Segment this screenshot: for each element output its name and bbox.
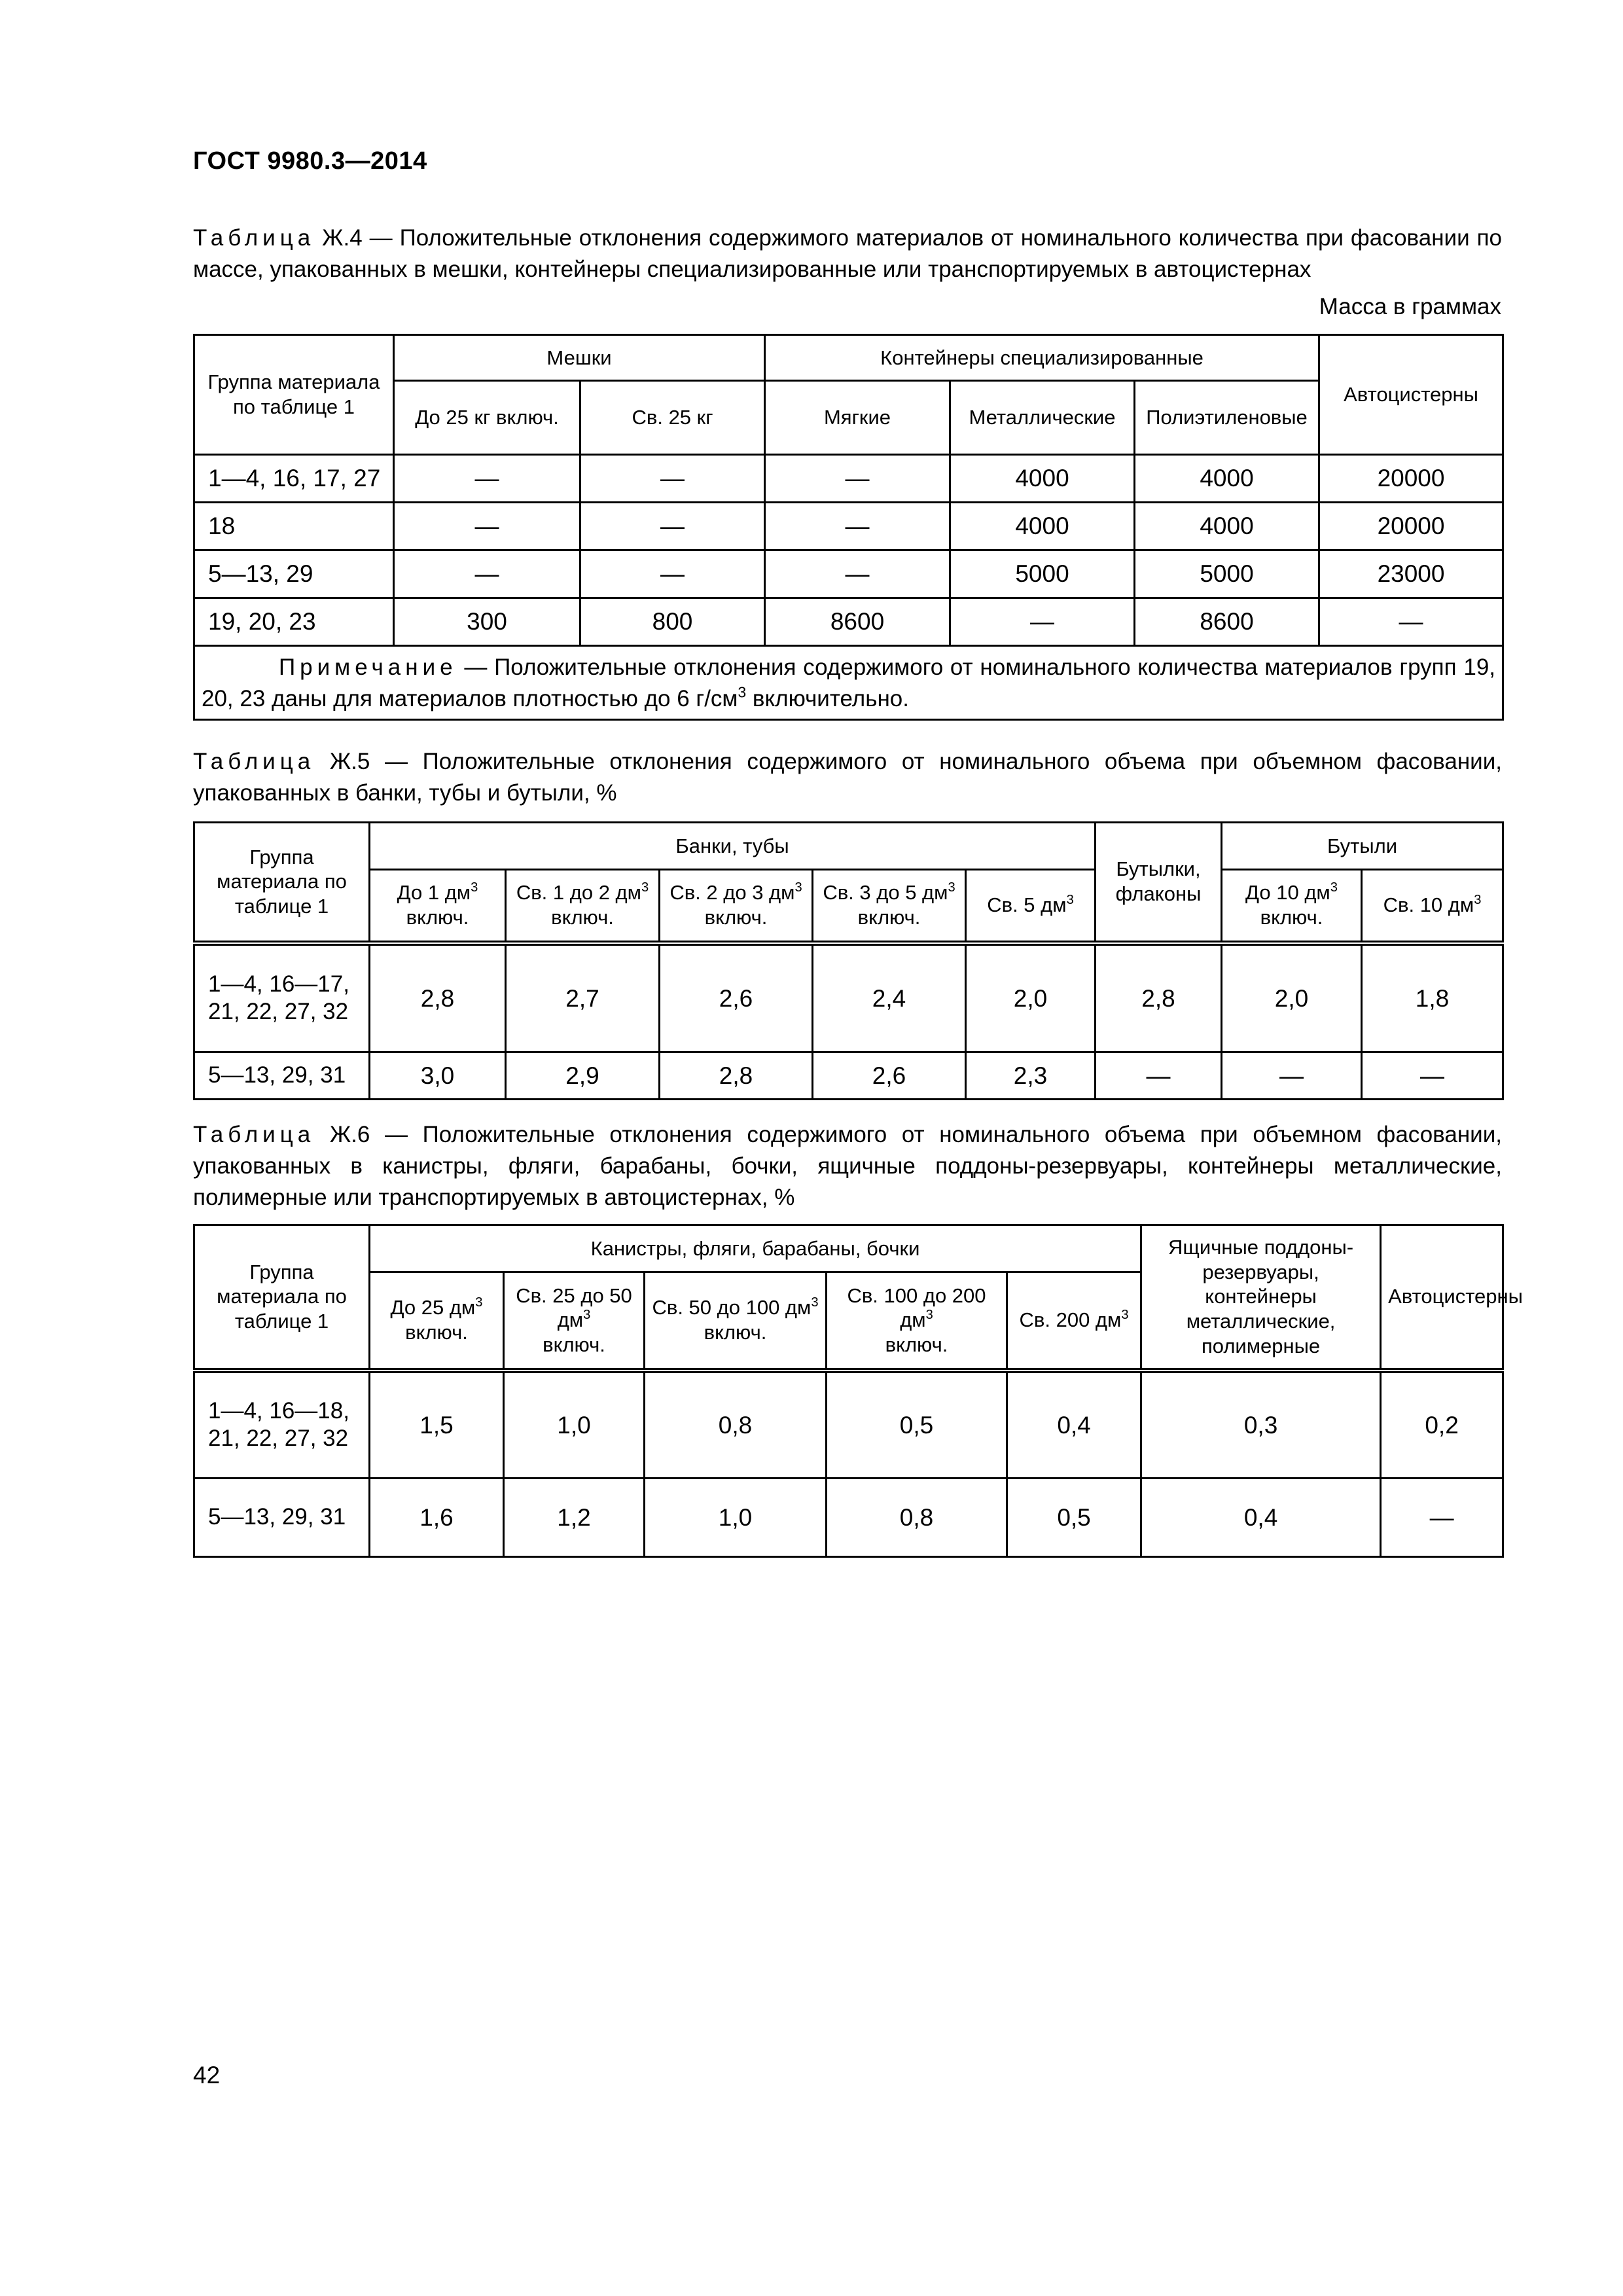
cell: 0,4: [1141, 1479, 1381, 1557]
unit-note: Масса в граммах: [1319, 294, 1501, 319]
header-cans-sub: Св. 5 $дм^3$: [966, 870, 1096, 943]
note-sup: 3: [738, 683, 747, 701]
cell: 1,2: [504, 1479, 645, 1557]
header-bottles-sub: Св. 10 $дм^3$: [1362, 870, 1503, 943]
header-tanks: Автоцистерны: [1319, 335, 1503, 455]
cell: 5000: [1135, 550, 1319, 598]
cell: —: [765, 503, 950, 550]
caption-label: Таблица: [193, 225, 315, 251]
cell: —: [765, 550, 950, 598]
cell: 5—13, 29, 31: [194, 1052, 370, 1100]
cell: —: [580, 550, 765, 598]
cell: 5000: [950, 550, 1135, 598]
cell: 1,8: [1362, 943, 1503, 1052]
table-4: [193, 334, 1504, 721]
cell: 2,6: [660, 943, 813, 1052]
cell: —: [1319, 598, 1503, 646]
table-5: [193, 821, 1504, 1100]
cell: 2,3: [966, 1052, 1096, 1100]
cell: 2,0: [966, 943, 1096, 1052]
cell: 2,6: [813, 1052, 966, 1100]
header-bags-sub: До 25 кг включ.: [394, 381, 580, 455]
cell: 8600: [765, 598, 950, 646]
cell: 0,5: [1007, 1479, 1141, 1557]
cell: 5—13, 29: [194, 550, 394, 598]
note-text: — Положительные отклонения содержимого от номинального количества материалов групп 19, 20, 23 даны для материалов плотностью до 6 г/см: [202, 655, 1496, 711]
header-containers: Контейнеры специализированные: [765, 335, 1319, 381]
header-canisters-sub: Св. 100 до 200 $дм^3$ включ.: [827, 1272, 1007, 1371]
cell: 1,6: [370, 1479, 504, 1557]
document-header: ГОСТ 9980.3—2014: [193, 147, 427, 175]
cell: 0,2: [1381, 1371, 1503, 1479]
cell: 19, 20, 23: [194, 598, 394, 646]
cell: 0,8: [645, 1371, 827, 1479]
cell: 4000: [950, 455, 1135, 503]
cell: 1,0: [645, 1479, 827, 1557]
header-cans: Банки, тубы: [370, 823, 1096, 870]
note-tail: включительно.: [746, 686, 909, 711]
cell: 4000: [950, 503, 1135, 550]
table-row: [194, 550, 1503, 598]
header-group: Группа материала по таблице 1: [194, 1225, 370, 1371]
cell: 1,5: [370, 1371, 504, 1479]
cell: 18: [194, 503, 394, 550]
header-group: Группа материала по таблице 1: [194, 823, 370, 943]
table-6: [193, 1224, 1523, 1558]
header-canisters-sub: Св. 25 до 50 $дм^3$ включ.: [504, 1272, 645, 1371]
header-bottles: Бутыли: [1222, 823, 1503, 870]
table-4-caption: [193, 223, 1502, 285]
header-pallets: Ящичные поддоны-резервуары, контейнеры металлические, полимерные: [1141, 1225, 1381, 1371]
cell: 5—13, 29, 31: [194, 1479, 370, 1557]
cell: 4000: [1135, 455, 1319, 503]
table-row: [194, 1052, 1503, 1100]
cell: 2,7: [506, 943, 660, 1052]
cell: —: [1362, 1052, 1503, 1100]
table-row: [194, 455, 1503, 503]
cell: 3,0: [370, 1052, 506, 1100]
table-row: [194, 598, 1503, 646]
header-cans-sub: Св. 1 до 2 $дм^3$ включ.: [506, 870, 660, 943]
cell: —: [765, 455, 950, 503]
cell: 23000: [1319, 550, 1503, 598]
cell: 1—4, 16—18, 21, 22, 27, 32: [194, 1371, 370, 1479]
header-vials: Бутылки, флаконы: [1096, 823, 1222, 943]
header-canisters-sub: До 25 $дм^3$ включ.: [370, 1272, 504, 1371]
header-canisters: Канистры, фляги, барабаны, бочки: [370, 1225, 1141, 1272]
table-row: [194, 1371, 1503, 1479]
table-row: [194, 943, 1503, 1052]
header-containers-sub: Полиэтиленовые: [1135, 381, 1319, 455]
cell: —: [1381, 1479, 1503, 1557]
cell: 0,8: [827, 1479, 1007, 1557]
cell: 20000: [1319, 503, 1503, 550]
cell: 2,8: [1096, 943, 1222, 1052]
header-canisters-sub: Св. 50 до 100 $дм^3$ включ.: [645, 1272, 827, 1371]
cell: 0,4: [1007, 1371, 1141, 1479]
page-number: 42: [193, 2062, 221, 2089]
cell: —: [950, 598, 1135, 646]
header-cans-sub: Св. 2 до 3 $дм^3$ включ.: [660, 870, 813, 943]
cell: 2,0: [1222, 943, 1362, 1052]
note-label: Примечание: [279, 655, 457, 680]
caption-text: Ж.4 — Положительные отклонения содержимого материалов от номинального количества при фасовании по массе, упакованных в мешки, контейнеры специализированные или транспортируемых в автоцистернах: [193, 225, 1502, 282]
cell: 300: [394, 598, 580, 646]
cell: —: [394, 455, 580, 503]
table-row: [194, 503, 1503, 550]
cell: 1—4, 16—17, 21, 22, 27, 32: [194, 943, 370, 1052]
header-bottles-sub: До 10 $дм^3$ включ.: [1222, 870, 1362, 943]
header-bags-sub: Св. 25 кг: [580, 381, 765, 455]
caption-text: Ж.6 — Положительные отклонения содержимого от номинального объема при объемном фасовании, упакованных в канистры, фляги, барабаны, бочки, ящичные поддоны-резервуары, контейнеры металлические, полимерные или транспортируемых в автоцистернах, %: [193, 1122, 1502, 1210]
cell: 1,0: [504, 1371, 645, 1479]
table-5-caption: [193, 746, 1502, 809]
cell: 0,3: [1141, 1371, 1381, 1479]
cell: 4000: [1135, 503, 1319, 550]
header-containers-sub: Мягкие: [765, 381, 950, 455]
table-note-row: [194, 646, 1503, 720]
cell: —: [394, 550, 580, 598]
cell: —: [394, 503, 580, 550]
header-canisters-sub: Св. 200 $дм^3$: [1007, 1272, 1141, 1371]
cell: 8600: [1135, 598, 1319, 646]
caption-label: Таблица: [193, 1122, 315, 1147]
cell: 1—4, 16, 17, 27: [194, 455, 394, 503]
cell: 2,9: [506, 1052, 660, 1100]
caption-label: Таблица: [193, 749, 315, 774]
header-bags: Мешки: [394, 335, 765, 381]
cell: —: [1096, 1052, 1222, 1100]
cell: 2,4: [813, 943, 966, 1052]
cell: 2,8: [370, 943, 506, 1052]
header-containers-sub: Металлические: [950, 381, 1135, 455]
cell: 0,5: [827, 1371, 1007, 1479]
header-tanks: Автоцистерны: [1381, 1225, 1503, 1371]
table-row: [194, 1479, 1503, 1557]
cell: 800: [580, 598, 765, 646]
table-6-caption: [193, 1119, 1502, 1213]
cell: 20000: [1319, 455, 1503, 503]
caption-text: Ж.5 — Положительные отклонения содержимого от номинального объема при объемном фасовании, упакованных в банки, тубы и бутыли, %: [193, 749, 1502, 806]
cell: —: [580, 455, 765, 503]
cell: 2,8: [660, 1052, 813, 1100]
table-note: [194, 646, 1503, 720]
cell: —: [1222, 1052, 1362, 1100]
header-cans-sub: До 1 $дм^3$ включ.: [370, 870, 506, 943]
header-group: Группа материала по таблице 1: [194, 335, 394, 455]
header-cans-sub: Св. 3 до 5 $дм^3$ включ.: [813, 870, 966, 943]
cell: —: [580, 503, 765, 550]
